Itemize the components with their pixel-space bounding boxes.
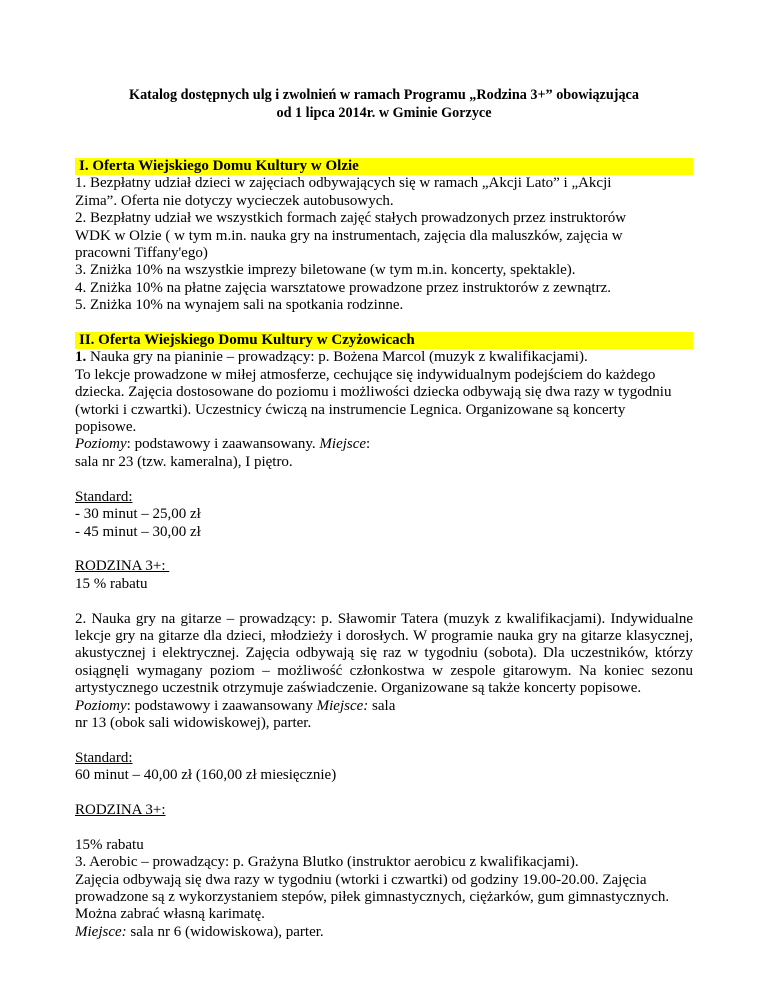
guitar-place-label: Miejsce: [316, 697, 369, 714]
guitar-standard-label: Standard: [75, 749, 133, 766]
piano-desc-line2: dziecka. Zajęcia dostosowane do poziomu i możliwości dziecka odbywają się dwa razy w tygodniu [75, 384, 672, 401]
aerobic-desc-line1: Zajęcia odbywają się dwa razy w tygodniu (wtorki i czwartki) od godziny 19.00-20.00. Zajęcia [75, 871, 647, 888]
spacer [75, 819, 693, 836]
spacer [75, 732, 693, 749]
piano-levels-label: Poziomy [75, 436, 127, 453]
piano-rodzina-value: 15 % rabatu [75, 575, 148, 592]
section-1-item-2-line3: pracowni Tiffany'ego) [75, 245, 208, 262]
guitar-levels-label: Poziomy [75, 697, 127, 714]
piano-place: sala nr 23 (tzw. kameralna), I piętro. [75, 453, 293, 470]
guitar-levels-text: : podstawowy i zaawansowany [126, 697, 317, 714]
document-title-line2: od 1 lipca 2014r. w Gminie Gorzyce [276, 105, 492, 121]
piano-price-30: - 30 minut – 25,00 zł [75, 506, 201, 523]
piano-title [75, 349, 693, 366]
document-title-line1: Katalog dostępnych ulg i zwolnień w ramach Programu „Rodzina 3+” obowiązująca [129, 87, 639, 103]
piano-desc-line3: (wtorki i czwartki). Uczestnicy ćwiczą na instrumencie Legnica. Organizowane są koncerty [75, 401, 626, 418]
section-1-item-2-line1: 2. Bezpłatny udział we wszystkich formach zajęć stałych prowadzonych przez instruktorów [75, 210, 627, 227]
section-1-item-1-line1: 1. Bezpłatny udział dzieci w zajęciach odbywających się w ramach „Akcji Lato” i „Akcji [75, 175, 612, 192]
guitar-place: nr 13 (obok sali widowiskowej), parter. [75, 714, 312, 731]
piano-desc-line1: To lekcje prowadzone w miłej atmosferze, cechujące się indywidualnym podejściem do każdego [75, 366, 656, 383]
section-1-heading: I. Oferta Wiejskiego Domu Kultury w Olzie [75, 158, 693, 175]
aerobic-desc-line2: prowadzone są z wykorzystaniem stepów, piłek gimnastycznych, ciężarków, gum gimnastycznych. [75, 888, 670, 905]
section-2-heading: II. Oferta Wiejskiego Domu Kultury w Czyżowicach [75, 332, 693, 349]
spacer [75, 471, 693, 488]
aerobic-title: 3. Aerobic – prowadzący: p. Grażyna Blutko (instruktor aerobicu z kwalifikacjami). [75, 854, 579, 871]
section-1-list [75, 175, 693, 314]
piano-number: 1. [75, 349, 87, 366]
piano-desc-line4: popisowe. [75, 419, 137, 436]
piano-standard-label: Standard: [75, 488, 133, 505]
piano-price-45: - 45 minut – 30,00 zł [75, 523, 201, 540]
piano-rodzina-label: RODZINA 3+: [75, 558, 170, 575]
guitar-place-text: sala [368, 697, 396, 714]
piano-title-text: Nauka gry na pianinie – prowadzący: p. Bożena Marcol (muzyk z kwalifikacjami). [86, 349, 588, 366]
piano-levels-text: : podstawowy i zaawansowany. [126, 436, 320, 453]
section-1-item-2-line2: WDK w Olzie ( w tym m.in. nauka gry na instrumentach, zajęcia dla maluszków, zajęcia w [75, 227, 623, 244]
guitar-price: 60 minut – 40,00 zł (160,00 zł miesięcznie) [75, 767, 337, 784]
aerobic-place-label: Miejsce: [75, 923, 127, 940]
spacer [75, 315, 693, 332]
spacer [75, 593, 693, 610]
aerobic-desc-line3: Można zabrać własną karimatę. [75, 906, 265, 923]
spacer [75, 785, 693, 802]
guitar-rodzina-value: 15% rabatu [75, 836, 144, 853]
guitar-rodzina-label: RODZINA 3+: [75, 801, 166, 818]
section-1-item-5: 5. Zniżka 10% na wynajem sali na spotkania rodzinne. [75, 297, 404, 314]
aerobic-place-text: sala nr 6 (widowiskowa), parter. [126, 923, 324, 940]
piano-place-label: Miejsce [319, 436, 367, 453]
section-1-item-3: 3. Zniżka 10% na wszystkie imprezy biletowane (w tym m.in. koncerty, spektakle). [75, 262, 576, 279]
piano-place-colon: : [366, 436, 371, 453]
piano-levels [75, 436, 693, 453]
section-1-item-1-line2: Zima”. Oferta nie dotyczy wycieczek autobusowych. [75, 192, 394, 209]
guitar-description: 2. Nauka gry na gitarze – prowadzący: p. Sławomir Tatera (muzyk z kwalifikacjami). Indywidualne lekcje gry na gitarze dla dzieci, młodzieży i dorosłych. W programie nauka gry na gitarze klasycznej, akustycznej i elektrycznej. Zajęcia odbywają się raz w tygodniu (sobota). Dla uczestników, którzy osiągnęli wymagany poziom – możliwość członkostwa w zespole gitarowym. Na koniec sezonu artystycznego uczestnik otrzymuje zaświadczenie. Organizowane są także koncerty popisowe. [75, 610, 693, 697]
spacer [75, 541, 693, 558]
aerobic-place [75, 924, 693, 941]
document-page [75, 86, 693, 941]
spacer [75, 122, 693, 158]
guitar-levels [75, 698, 693, 715]
section-1-item-4: 4. Zniżka 10% na płatne zajęcia warsztatowe prowadzone przez instruktorów z zewnątrz. [75, 279, 612, 296]
